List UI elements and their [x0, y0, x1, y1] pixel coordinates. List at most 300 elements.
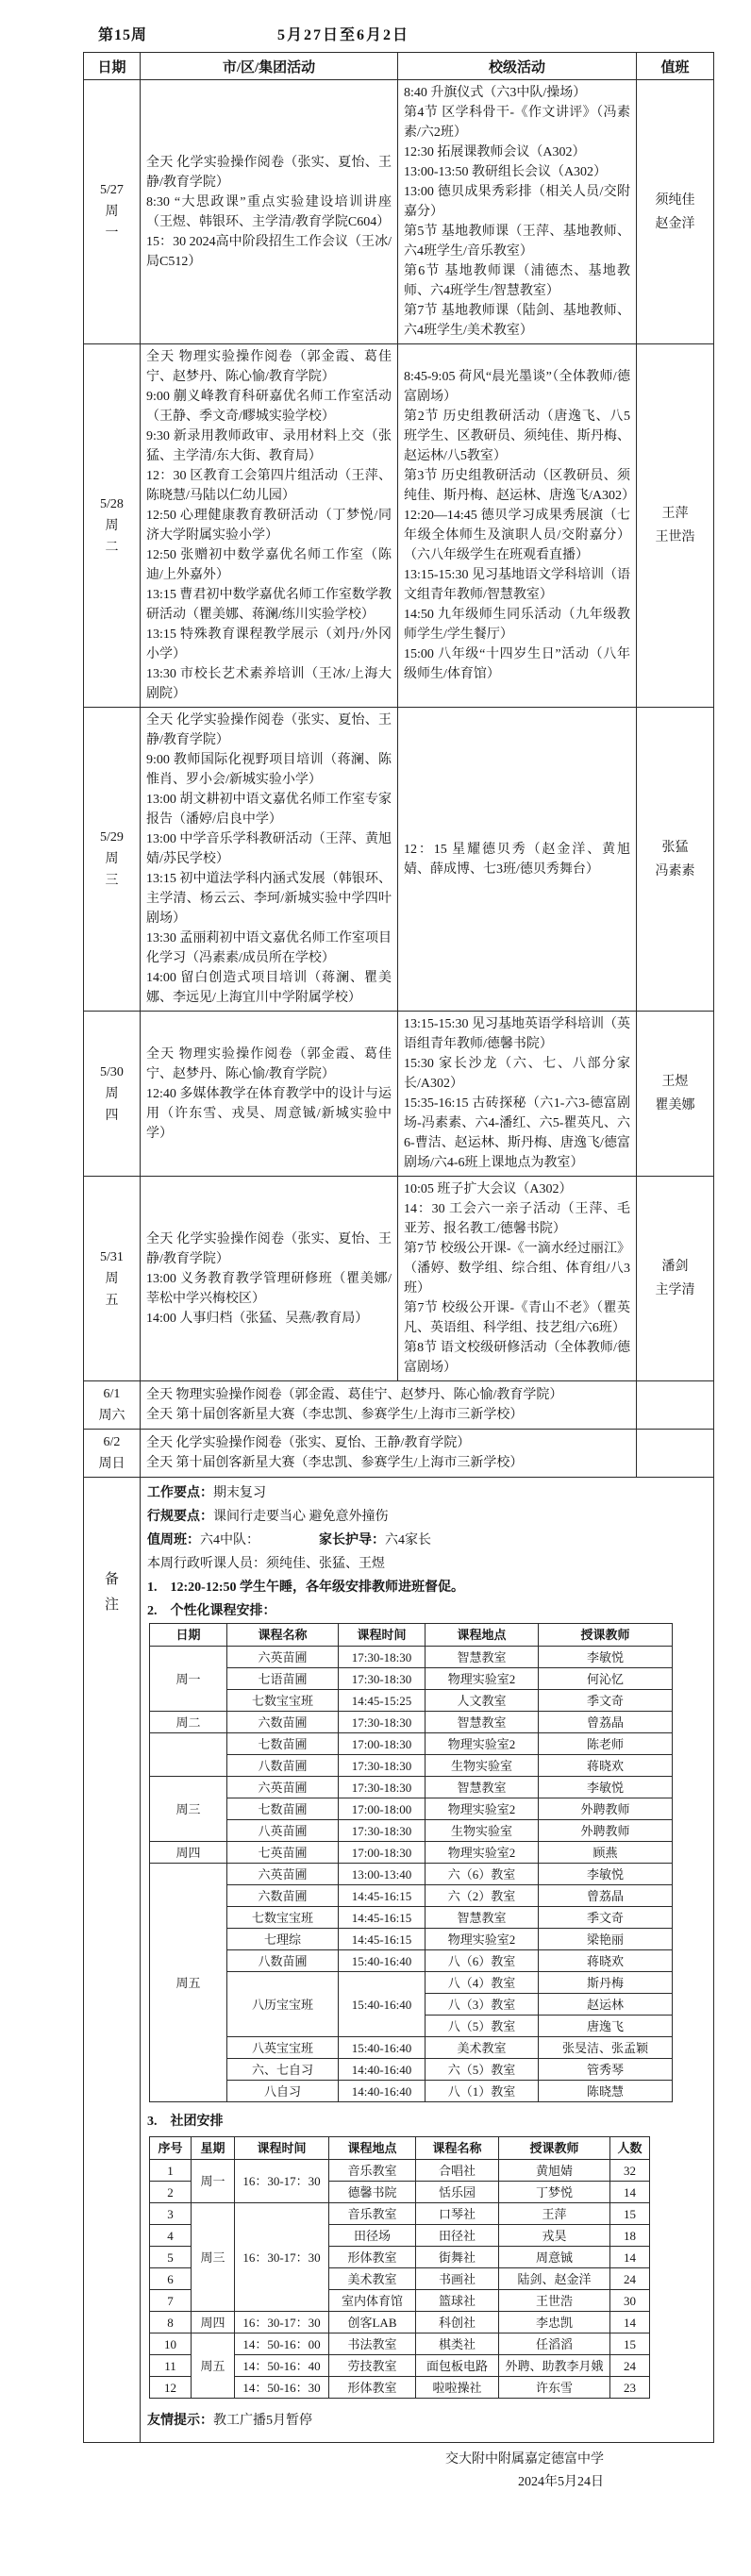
course-location: 八（6）教室 [426, 1950, 539, 1972]
course-teacher: 李敏悦 [539, 1864, 673, 1885]
club-name: 恬乐园 [416, 2182, 499, 2203]
course-row [150, 1712, 673, 1733]
date-line: 周 [105, 852, 119, 866]
course-row [150, 1820, 673, 1842]
school-activities [398, 1177, 637, 1381]
club-count: 14 [610, 2182, 650, 2203]
course-row [150, 1733, 673, 1755]
club-name: 篮球社 [416, 2290, 499, 2312]
course-time: 15:40-16:40 [339, 2037, 426, 2059]
club-location: 音乐教室 [329, 2203, 416, 2225]
club-day: 周四 [192, 2312, 235, 2333]
course-teacher: 赵运林 [539, 1994, 673, 2016]
duty-cell [637, 1177, 714, 1381]
note-line [147, 1576, 707, 1599]
course-location: 生物实验室 [426, 1820, 539, 1842]
club-no: 4 [150, 2225, 192, 2247]
activity-line: 全天 化学实验操作阅卷（张实、夏怡、王静/教育学院） [146, 713, 392, 747]
course-time: 17:00-18:30 [339, 1842, 426, 1864]
activity-line: 第5节 基地教师课（王萍、基地教师、六4班学生/音乐教室） [404, 225, 630, 259]
course-time: 14:45-16:15 [339, 1885, 426, 1907]
activity-line: 13:00 中学音乐学科教研活动（王萍、黄旭婧/苏民学校） [146, 832, 392, 866]
activity-line: 第4节 区学科骨干-《作文讲评》（冯素素/六2班） [404, 106, 630, 140]
activity-line: 第6节 基地教师课（浦德杰、基地教师、六4班学生/智慧教室） [404, 264, 630, 298]
date-line: 5/29 [100, 830, 124, 845]
column-header: 市/区/集团活动 [141, 53, 398, 80]
column-header: 课程名称 [416, 2137, 499, 2160]
date-cell [84, 1012, 141, 1177]
club-count: 24 [610, 2268, 650, 2290]
course-time: 17:30-18:30 [339, 1668, 426, 1690]
club-day: 周三 [192, 2203, 235, 2312]
course-time: 17:30-18:30 [339, 1712, 426, 1733]
schedule-row [84, 1012, 714, 1177]
schedule-row [84, 1430, 714, 1478]
course-teacher: 张旻洁、张孟颖 [539, 2037, 673, 2059]
course-row [150, 1907, 673, 1929]
course-name: 七语苗圃 [227, 1668, 339, 1690]
course-name: 七英苗圃 [227, 1842, 339, 1864]
text-segment: 值周班： [147, 1533, 200, 1547]
course-time: 14:45-15:25 [339, 1690, 426, 1712]
club-teacher: 李忠凯 [499, 2312, 610, 2333]
club-teacher: 黄旭婧 [499, 2160, 610, 2182]
remark-row [84, 1478, 714, 2443]
duty-cell [637, 1381, 714, 1430]
column-header: 课程地点 [329, 2137, 416, 2160]
course-row [150, 1668, 673, 1690]
duty-name: 王萍 [661, 507, 689, 521]
course-name: 八英宝宝班 [227, 2037, 339, 2059]
club-count: 14 [610, 2312, 650, 2333]
activity-line: 14:00 留白创造式项目培训（蒋澜、瞿美娜、李远见/上海宜川中学附属学校） [146, 971, 392, 1005]
course-time: 14:40-16:40 [339, 2081, 426, 2102]
date-line: 5/28 [100, 496, 124, 511]
duty-cell [637, 80, 714, 344]
course-time: 17:00-18:30 [339, 1733, 426, 1755]
club-teacher: 戎昊 [499, 2225, 610, 2247]
school-activities [398, 708, 637, 1012]
remark-label-cell [84, 1478, 141, 2443]
duty-name: 主学清 [655, 1283, 695, 1297]
text-segment [253, 1533, 319, 1547]
course-name: 八自习 [227, 2081, 339, 2102]
activity-line: 第7节 基地教师课（陆剑、基地教师、六4班学生/美术教室） [404, 304, 630, 338]
date-line: 五 [105, 1293, 119, 1308]
club-count: 18 [610, 2225, 650, 2247]
course-teacher: 唐逸飞 [539, 2016, 673, 2037]
course-teacher: 季文奇 [539, 1690, 673, 1712]
course-location: 物理实验室2 [426, 1668, 539, 1690]
schedule-row [84, 708, 714, 1012]
club-name: 合唱社 [416, 2160, 499, 2182]
date-line: 周六 [98, 1409, 125, 1423]
course-row [150, 1950, 673, 1972]
course-teacher: 蒋晓欢 [539, 1950, 673, 1972]
date-line: 三 [105, 874, 119, 888]
course-location: 六（2）教室 [426, 1885, 539, 1907]
date-range: 5月27日至6月2日 [277, 27, 410, 43]
activity-line: 13:30 市校长艺术素养培训（王冰/上海大剧院） [146, 667, 392, 701]
document-footer [83, 2443, 713, 2513]
course-teacher: 外聘教师 [539, 1820, 673, 1842]
date-line: 四 [105, 1108, 119, 1123]
course-location: 八（3）教室 [426, 1994, 539, 2016]
course-name: 七数苗圃 [227, 1798, 339, 1820]
activity-line: 15：30 2024高中阶段招生工作会议（王冰/局C512） [146, 234, 392, 269]
merged-activities [141, 1381, 637, 1430]
course-teacher: 斯丹梅 [539, 1972, 673, 1994]
duty-name: 张猛 [661, 840, 689, 855]
course-name: 八数苗圃 [227, 1950, 339, 1972]
text-segment: 六4家长 [385, 1533, 431, 1547]
courses-table [149, 1623, 673, 2102]
club-row [150, 2333, 650, 2355]
club-name: 田径社 [416, 2225, 499, 2247]
activity-line: 12:50 心理健康教育教研活动（丁梦悦/同济大学附属实验小学） [146, 509, 392, 543]
course-location: 智慧教室 [426, 1712, 539, 1733]
club-teacher: 任滔滔 [499, 2333, 610, 2355]
duty-name: 赵金洋 [655, 216, 695, 231]
text-segment: 教工广播5月暂停 [213, 2414, 312, 2428]
activity-line: 13:00-13:50 教研组长会议（A302） [404, 165, 608, 179]
activity-line: 第7节 校级公开课-《青山不老》（瞿英凡、英语组、科学组、技艺组/六6班） [404, 1301, 630, 1335]
activity-line: 第8节 语文校级研修活动（全体教师/德富剧场） [404, 1341, 630, 1375]
club-no: 1 [150, 2160, 192, 2182]
date-line: 周 [105, 518, 119, 533]
date-cell [84, 80, 141, 344]
text-segment: 须纯佳、张猛、王煜 [266, 1557, 385, 1571]
course-name: 七数苗圃 [227, 1733, 339, 1755]
course-name: 六英苗圃 [227, 1864, 339, 1885]
club-name: 面包板电路 [416, 2355, 499, 2377]
course-location: 人文教室 [426, 1690, 539, 1712]
course-location: 八（4）教室 [426, 1972, 539, 1994]
activity-line: 全天 化学实验操作阅卷（张实、夏怡、王静/教育学院） [146, 1231, 392, 1266]
course-row [150, 1929, 673, 1950]
city-activities [141, 708, 398, 1012]
text-segment: 六4中队： [200, 1533, 253, 1547]
club-row [150, 2312, 650, 2333]
activity-line: 13:30 孟丽莉初中语文嘉优名师工作室项目化学习（冯素素/成员所在学校） [146, 931, 392, 965]
course-row [150, 1885, 673, 1907]
schedule-row [84, 1177, 714, 1381]
course-name: 六英苗圃 [227, 1777, 339, 1798]
course-location: 美术教室 [426, 2037, 539, 2059]
club-count: 14 [610, 2247, 650, 2268]
date-line: 周 [105, 1271, 119, 1286]
text-segment: 友情提示： [147, 2414, 213, 2428]
text-segment: 工作要点： [147, 1486, 213, 1500]
city-activities [141, 1177, 398, 1381]
course-row [150, 2037, 673, 2059]
course-teacher: 外聘教师 [539, 1798, 673, 1820]
course-time: 14:40-16:40 [339, 2059, 426, 2081]
club-name: 啦啦操社 [416, 2377, 499, 2399]
date-cell [84, 344, 141, 708]
duty-name: 潘剑 [661, 1260, 689, 1274]
course-day: 周二 [150, 1712, 227, 1733]
course-name: 六数苗圃 [227, 1885, 339, 1907]
duty-cell [637, 708, 714, 1012]
course-time: 17:30-18:30 [339, 1820, 426, 1842]
club-name: 街舞社 [416, 2247, 499, 2268]
club-teacher: 许东雪 [499, 2377, 610, 2399]
club-no: 11 [150, 2355, 192, 2377]
course-name: 八数苗圃 [227, 1755, 339, 1777]
club-count: 24 [610, 2355, 650, 2377]
club-day: 周五 [192, 2333, 235, 2399]
course-teacher: 陈晓慧 [539, 2081, 673, 2102]
course-name: 八历宝宝班 [227, 1972, 339, 2037]
course-day: 周四 [150, 1842, 227, 1864]
course-name: 六数苗圃 [227, 1712, 339, 1733]
course-name: 六英苗圃 [227, 1647, 339, 1668]
schedule-row [84, 1381, 714, 1430]
column-header: 授课教师 [539, 1624, 673, 1647]
school-activities [398, 344, 637, 708]
club-teacher: 周意铖 [499, 2247, 610, 2268]
activity-line: 14:00 人事归档（张猛、吴燕/教育局） [146, 1311, 369, 1326]
course-location: 物理实验室2 [426, 1929, 539, 1950]
duty-name: 冯素素 [655, 863, 695, 878]
date-line: 周 [105, 1086, 119, 1101]
column-header: 课程时间 [235, 2137, 329, 2160]
activity-line: 15:30 家长沙龙（六、七、八部分家长/A302） [404, 1057, 630, 1091]
club-no: 2 [150, 2182, 192, 2203]
course-time: 17:30-18:30 [339, 1777, 426, 1798]
club-time: 16：30-17：30 [235, 2160, 329, 2203]
course-row [150, 1647, 673, 1668]
schedule-row [84, 80, 714, 344]
date-cell [84, 708, 141, 1012]
club-no: 5 [150, 2247, 192, 2268]
date-line: 5/31 [100, 1249, 124, 1264]
footer-date: 2024年5月24日 [518, 2475, 604, 2489]
schedule-body [84, 80, 714, 1478]
date-cell [84, 1430, 141, 1478]
course-time: 15:40-16:40 [339, 1972, 426, 2037]
club-location: 书法教室 [329, 2333, 416, 2355]
club-location: 室内体育馆 [329, 2290, 416, 2312]
club-teacher: 丁梦悦 [499, 2182, 610, 2203]
duty-name: 须纯佳 [655, 192, 695, 208]
course-teacher: 何沁忆 [539, 1668, 673, 1690]
date-line: 周日 [98, 1457, 125, 1471]
date-line: 二 [105, 540, 119, 555]
activity-line: 第3节 历史组教研活动（区教研员、须纯佳、斯丹梅、赵运林、唐逸飞/A302） [404, 469, 635, 503]
activity-line: 8:40 升旗仪式（六3中队/操场） [404, 86, 587, 100]
note-line [147, 1481, 707, 1505]
week-number: 第15周 [98, 27, 148, 43]
course-time: 14:45-16:15 [339, 1929, 426, 1950]
course-teacher: 梁艳丽 [539, 1929, 673, 1950]
club-location: 创客LAB [329, 2312, 416, 2333]
club-row [150, 2203, 650, 2225]
column-header: 序号 [150, 2137, 192, 2160]
club-name: 科创社 [416, 2312, 499, 2333]
activity-line: 9:00 蒯义峰教育科研嘉优名师工作室活动（王静、季文奇/疁城实验学校） [146, 390, 392, 424]
date-line: 5/30 [100, 1064, 124, 1079]
date-line: 6/1 [103, 1387, 121, 1401]
course-row [150, 1777, 673, 1798]
activity-line: 第7节 校级公开课-《一滴水经过丽江》（潘婷、数学组、综合组、体育组/八3班） [404, 1242, 630, 1296]
text-segment: 课间行走要当心 避免意外撞伤 [213, 1510, 389, 1524]
club-no: 8 [150, 2312, 192, 2333]
club-name: 口琴社 [416, 2203, 499, 2225]
course-day: 周一 [150, 1647, 227, 1712]
club-teacher: 外聘、助教李月娥 [499, 2355, 610, 2377]
course-row [150, 1690, 673, 1712]
course-name: 六、七自习 [227, 2059, 339, 2081]
activity-line: 15:35-16:15 古砖探秘（六1-六3-德富剧场-冯素素、六4-潘红、六5-瞿英凡、六6-曹洁、赵运林、斯丹梅、唐逸飞/德富剧场/六4-6班上课地点为教室） [404, 1096, 630, 1170]
column-header: 授课教师 [499, 2137, 610, 2160]
activity-line: 13:00 胡文耕初中语文嘉优名师工作室专家报告（潘婷/启良中学） [146, 793, 392, 827]
course-location: 物理实验室2 [426, 1842, 539, 1864]
activity-line: 8:30 “大思政课”重点实验建设培训讲座（王煜、韩银环、主学清/教育学院C604） [146, 194, 392, 229]
activity-line: 13:15 初中道法学科内涵式发展（韩银环、主学清、杨云云、李珂/新城实验中学四叶剧场） [146, 872, 392, 926]
course-row [150, 1755, 673, 1777]
course-row [150, 1842, 673, 1864]
course-location: 生物实验室 [426, 1755, 539, 1777]
date-line: 一 [105, 226, 119, 241]
course-teacher: 李敏悦 [539, 1777, 673, 1798]
school-activities [398, 1012, 637, 1177]
course-row [150, 2081, 673, 2102]
club-location: 德馨书院 [329, 2182, 416, 2203]
club-name: 棋类社 [416, 2333, 499, 2355]
remark-notes [147, 1481, 707, 1623]
schedule-row [84, 344, 714, 708]
club-count: 15 [610, 2333, 650, 2355]
duty-name: 王煜 [661, 1075, 689, 1089]
note-line [147, 1529, 707, 1552]
merged-activities [141, 1430, 637, 1478]
document-title [0, 23, 751, 44]
course-teacher: 顾燕 [539, 1842, 673, 1864]
club-no: 6 [150, 2268, 192, 2290]
course-location: 六（5）教室 [426, 2059, 539, 2081]
course-day [150, 1733, 227, 1777]
column-header: 日期 [84, 53, 141, 80]
club-count: 15 [610, 2203, 650, 2225]
duty-cell [637, 1012, 714, 1177]
course-time: 13:00-13:40 [339, 1864, 426, 1885]
column-header: 课程时间 [339, 1624, 426, 1647]
course-day: 周三 [150, 1777, 227, 1842]
activity-line: 全天 物理实验操作阅卷（郭金霞、葛佳宁、赵梦丹、陈心愉/教育学院） [146, 350, 392, 384]
activity-line: 全天 第十届创客新星大赛（李忠凯、参赛学生/上海市三新学校） [146, 1408, 524, 1422]
course-location: 八（5）教室 [426, 2016, 539, 2037]
activity-line: 14：30 工会六一亲子活动（王萍、毛亚芳、报名教工/德馨书院） [404, 1202, 630, 1236]
activity-line: 第2节 历史组教研活动（唐逸飞、八5班学生、区教研员、须纯佳、斯丹梅、赵运林/八5教室） [404, 410, 630, 463]
activity-line: 10:05 班子扩大会议（A302） [404, 1182, 573, 1196]
text-segment: 1. 12:20-12:50 学生午睡，各年级安排教师进班督促。 [147, 1581, 464, 1595]
remark-label-char: 注 [104, 1597, 119, 1613]
date-line: 周 [105, 205, 119, 219]
school-activities [398, 80, 637, 344]
activity-line: 15:00 八年级“十四岁生日”活动（八年级师生/体育馆） [404, 647, 630, 681]
activity-line: 8:45-9:05 荷风“晨光墨谈”（全体教师/德富剧场） [404, 370, 630, 404]
club-location: 劳技教室 [329, 2355, 416, 2377]
course-location: 智慧教室 [426, 1647, 539, 1668]
column-header: 课程名称 [227, 1624, 339, 1647]
schedule-header-row [84, 53, 714, 80]
activity-line: 13:15-15:30 见习基地英语学科培训（英语组青年教师/德馨书院） [404, 1017, 630, 1051]
club-count: 30 [610, 2290, 650, 2312]
note-line [147, 1552, 707, 1576]
city-activities [141, 1012, 398, 1177]
course-row [150, 2059, 673, 2081]
date-line: 5/27 [100, 183, 124, 197]
course-time: 17:30-18:30 [339, 1647, 426, 1668]
text-segment: 2. 个性化课程安排： [147, 1604, 276, 1618]
club-teacher: 王世浩 [499, 2290, 610, 2312]
club-teacher: 陆剑、赵金洋 [499, 2268, 610, 2290]
course-time: 14:45-16:15 [339, 1907, 426, 1929]
course-teacher: 曾荔晶 [539, 1712, 673, 1733]
note-line [147, 1505, 707, 1529]
city-activities [141, 344, 398, 708]
club-day: 周一 [192, 2160, 235, 2203]
text-segment: 行规要点： [147, 1510, 213, 1524]
course-teacher: 蒋晓欢 [539, 1755, 673, 1777]
activity-line: 全天 物理实验操作阅卷（郭金霞、葛佳宁、赵梦丹、陈心愉/教育学院） [146, 1046, 392, 1081]
club-time: 14：50-16：40 [235, 2355, 329, 2377]
club-name: 书画社 [416, 2268, 499, 2290]
course-day: 周五 [150, 1864, 227, 2102]
course-name: 七数宝宝班 [227, 1690, 339, 1712]
club-location: 形体教室 [329, 2247, 416, 2268]
activity-line: 13:15 特殊教育课程教学展示（刘丹/外冈小学） [146, 627, 392, 661]
club-location: 美术教室 [329, 2268, 416, 2290]
column-header: 校级活动 [398, 53, 637, 80]
text-segment: 家长护导： [319, 1533, 385, 1547]
club-time: 14：50-16：30 [235, 2377, 329, 2399]
activity-line: 12：30 区教育工会第四片组活动（王萍、陈晓慧/马陆以仁幼儿园） [146, 469, 392, 503]
club-time: 16：30-17：30 [235, 2203, 329, 2312]
activity-line: 全天 化学实验操作阅卷（张实、夏怡、王静/教育学院） [146, 1436, 471, 1450]
course-teacher: 李敏悦 [539, 1647, 673, 1668]
courses-header-row [150, 1624, 673, 1647]
duty-cell [637, 344, 714, 708]
column-header: 日期 [150, 1624, 227, 1647]
main-schedule-table [83, 52, 714, 2443]
note-line [147, 1599, 707, 1623]
remark-content-cell [141, 1478, 714, 2443]
club-time: 16：30-17：30 [235, 2312, 329, 2333]
club-time: 14：50-16：00 [235, 2333, 329, 2355]
course-location: 物理实验室2 [426, 1733, 539, 1755]
remark-section [84, 1478, 714, 2443]
text-segment: 期末复习 [213, 1486, 266, 1500]
date-line: 6/2 [103, 1435, 121, 1449]
text-segment: 本周行政听课人员： [147, 1557, 266, 1571]
club-no: 10 [150, 2333, 192, 2355]
club-teacher: 王萍 [499, 2203, 610, 2225]
club-location: 田径场 [329, 2225, 416, 2247]
course-teacher: 季文奇 [539, 1907, 673, 1929]
course-row [150, 1864, 673, 1885]
activity-line: 12:40 多媒体教学在体育教学中的设计与运用（许东雪、戎昊、周意铖/新城实验中学） [146, 1086, 392, 1141]
club-location: 音乐教室 [329, 2160, 416, 2182]
clubs-heading [147, 2110, 707, 2134]
course-teacher: 管秀琴 [539, 2059, 673, 2081]
activity-line: 全天 化学实验操作阅卷（张实、夏怡、王静/教育学院） [146, 155, 392, 190]
course-teacher: 曾荔晶 [539, 1885, 673, 1907]
activity-line: 9:30 新录用教师政审、录用材料上交（张猛、主学清/东大街、教育局） [146, 429, 392, 463]
column-header: 人数 [610, 2137, 650, 2160]
